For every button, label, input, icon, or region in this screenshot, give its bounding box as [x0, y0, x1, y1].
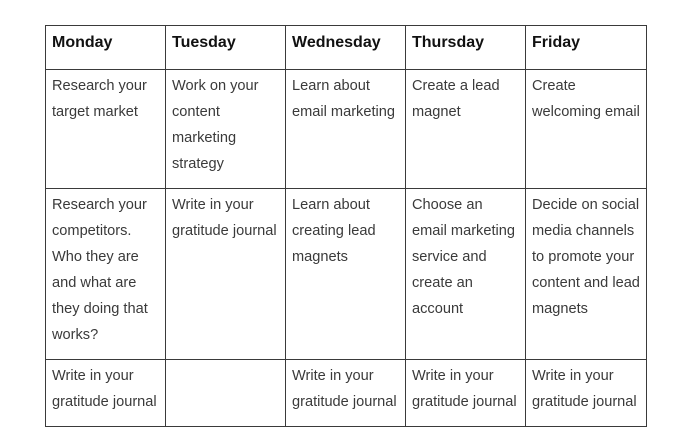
table-cell: Choose an email marketing service and create an account [406, 189, 526, 360]
header-wednesday: Wednesday [286, 26, 406, 70]
header-row [46, 26, 647, 70]
table-row [46, 360, 647, 427]
table-cell: Write in your gratitude journal [406, 360, 526, 427]
table-cell: Learn about creating lead magnets [286, 189, 406, 360]
table-cell: Create welcoming email [526, 70, 647, 189]
table-cell: Research your competitors. Who they are and what are they doing that works? [46, 189, 166, 360]
table-cell: Learn about email marketing [286, 70, 406, 189]
table-cell: Decide on social media channels to promote your content and lead magnets [526, 189, 647, 360]
table-cell: Write in your gratitude journal [526, 360, 647, 427]
schedule-container [45, 25, 647, 427]
table-row [46, 189, 647, 360]
header-friday: Friday [526, 26, 647, 70]
table-cell: Create a lead magnet [406, 70, 526, 189]
header-thursday: Thursday [406, 26, 526, 70]
table-cell: Write in your gratitude journal [46, 360, 166, 427]
table-cell: Research your target market [46, 70, 166, 189]
header-tuesday: Tuesday [166, 26, 286, 70]
table-cell: Work on your content marketing strategy [166, 70, 286, 189]
table-cell: Write in your gratitude journal [166, 189, 286, 360]
table-cell-empty [166, 360, 286, 427]
weekly-schedule-table [45, 25, 647, 427]
table-row [46, 70, 647, 189]
header-monday: Monday [46, 26, 166, 70]
table-cell: Write in your gratitude journal [286, 360, 406, 427]
